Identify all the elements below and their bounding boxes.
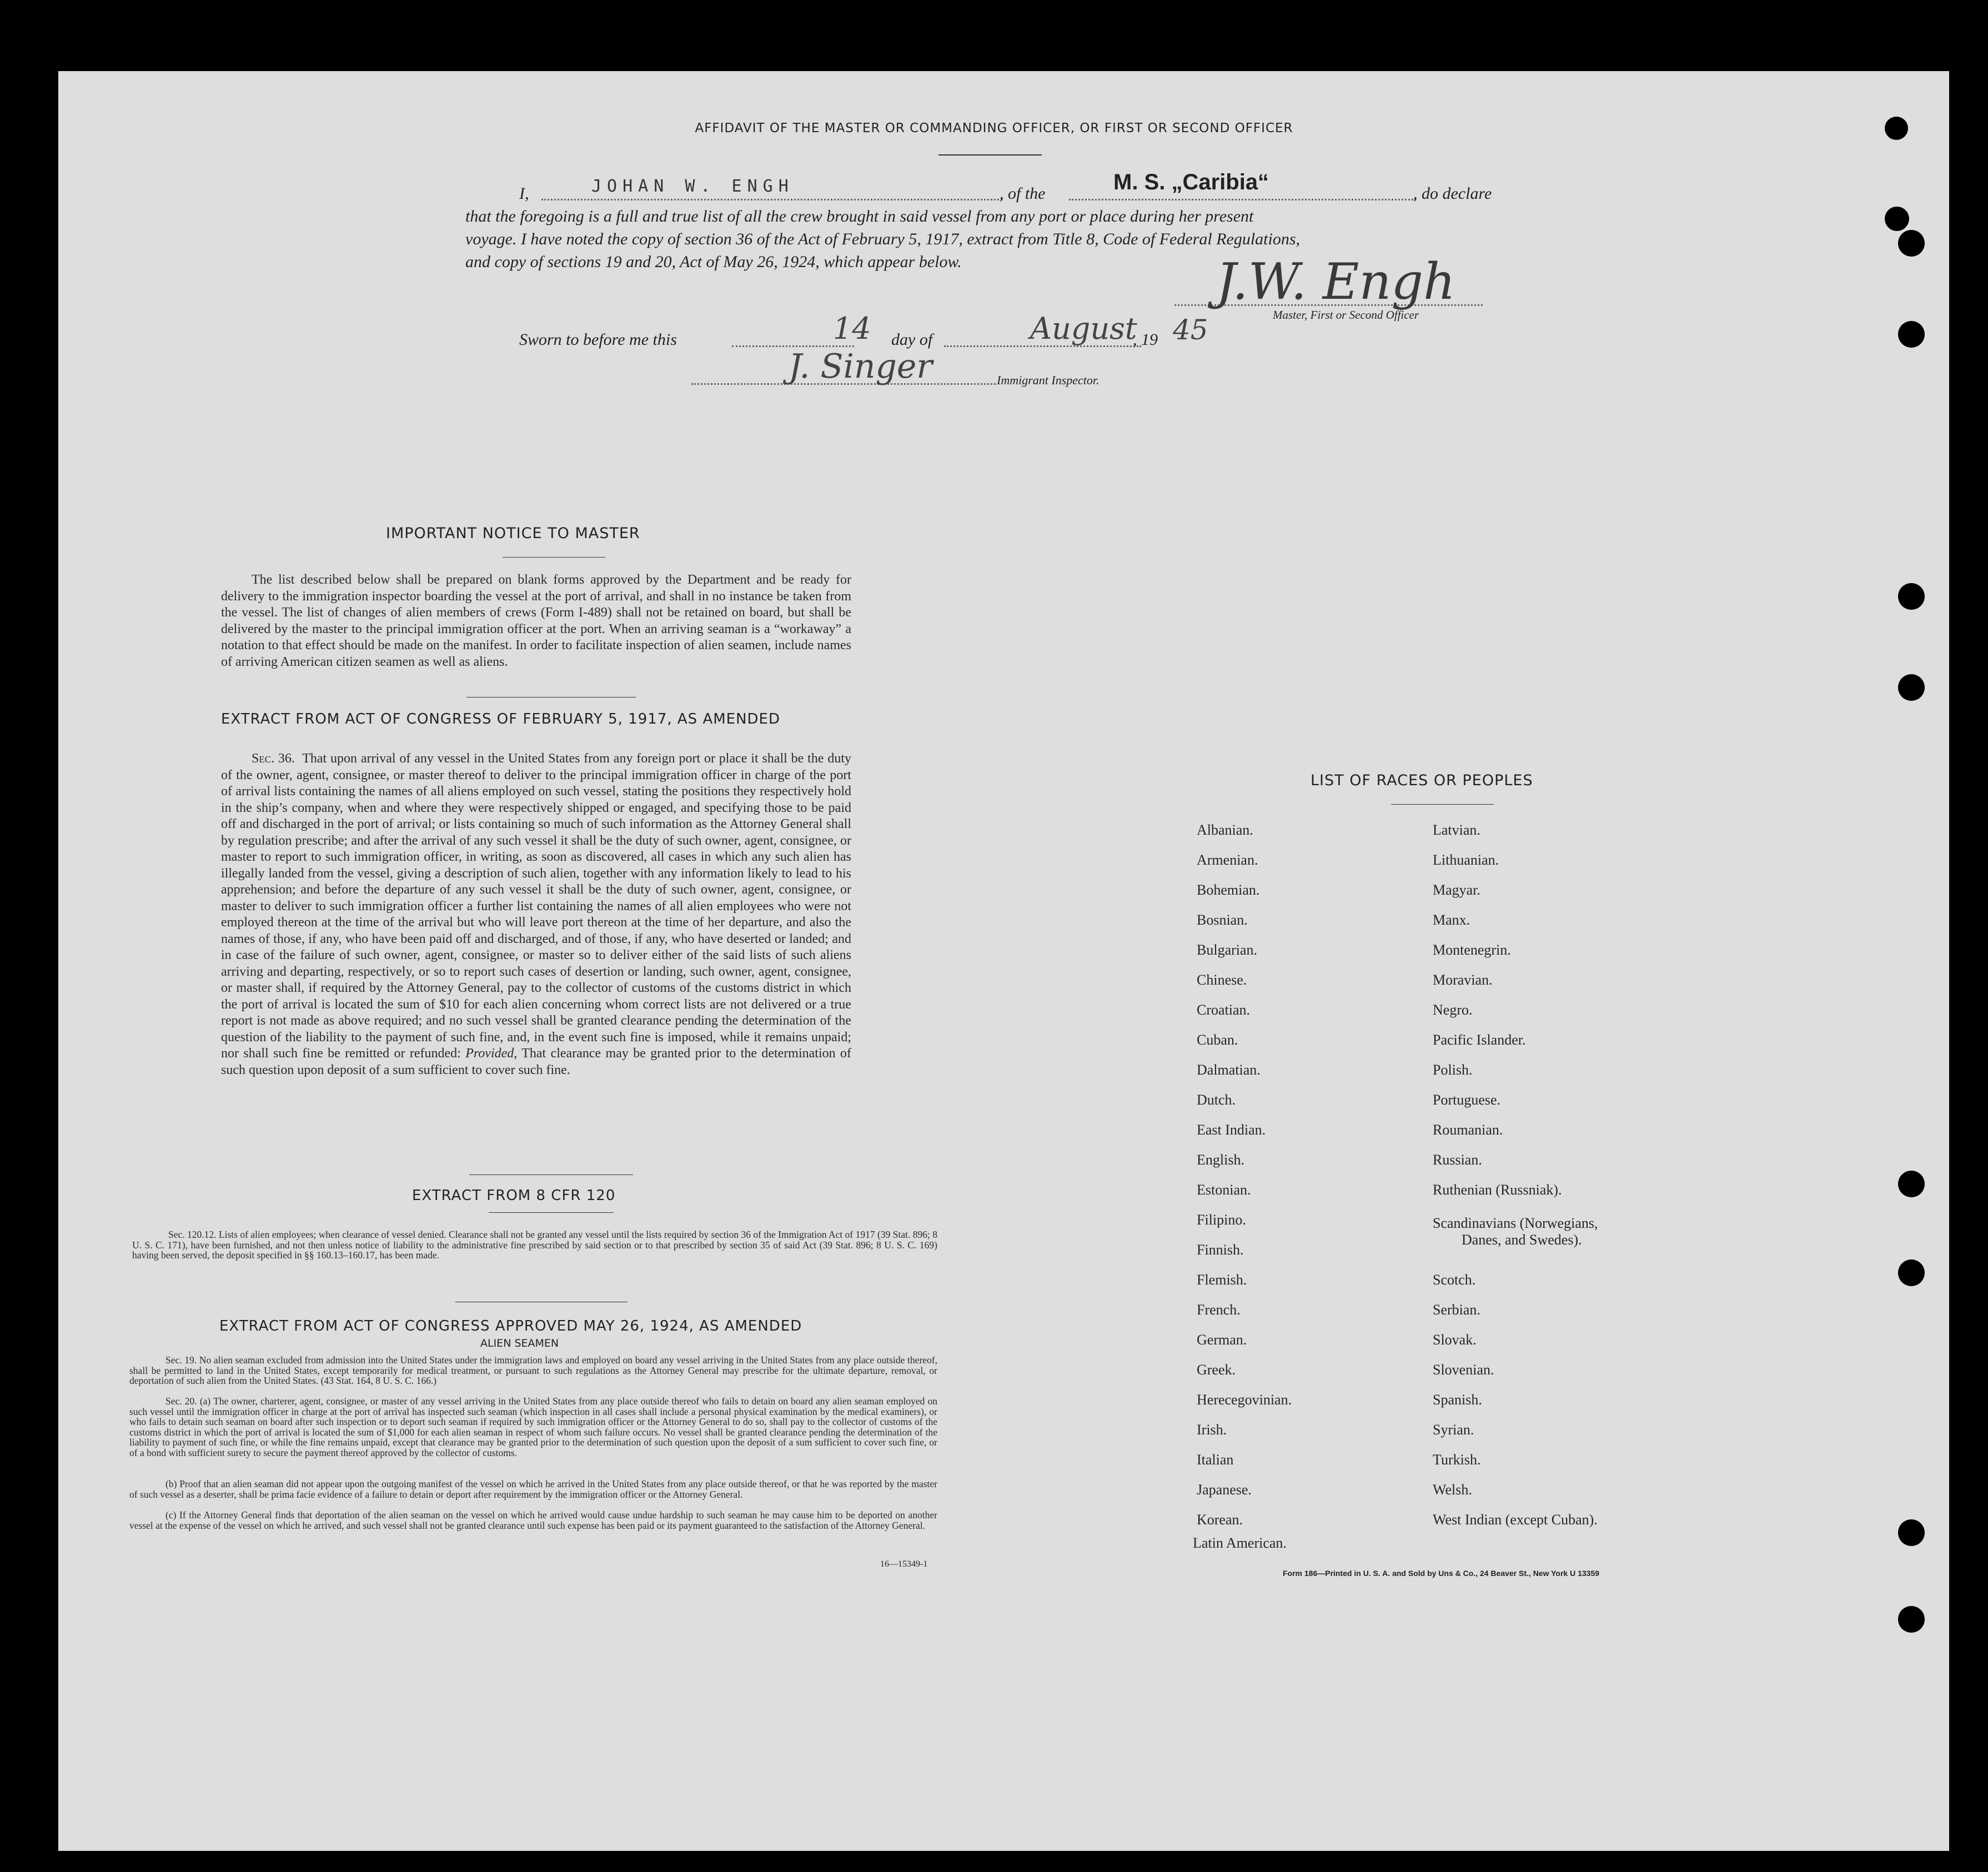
inspector-label: Immigrant Inspector. [997, 373, 1100, 387]
sec-20b-text: (b) Proof that an alien seaman did not appear upon the outgoing manifest of the vessel on which he arrived in the United States from any place outside thereof, or that he was reported by the master of such vessel as a deserter, shall be prima facie evidence of a failure to detain or deport after requirement by the immigration officer or the Attorney General. [129, 1478, 937, 1500]
form-code: 16—15349-1 [880, 1559, 928, 1569]
race-item: Turkish. [1433, 1452, 1481, 1468]
title-rule [938, 154, 1042, 155]
notice-rule [503, 557, 605, 558]
vessel-name: M. S. „Caribia“ [1113, 170, 1269, 194]
sworn-month: August [1030, 311, 1137, 346]
race-item: Italian [1197, 1452, 1234, 1468]
sworn-year: 45 [1173, 314, 1208, 346]
race-item: Ruthenian (Russniak). [1433, 1182, 1562, 1198]
race-item: Serbian. [1433, 1302, 1480, 1318]
race-item: Finnish. [1197, 1242, 1244, 1258]
section-36-label: Sec. 36. [252, 751, 295, 766]
race-item: Polish. [1433, 1062, 1473, 1078]
extract-1917-title: EXTRACT FROM ACT OF CONGRESS OF FEBRUARY 5, 1917, AS AMENDED [221, 711, 781, 727]
race-item: Slovenian. [1433, 1362, 1494, 1378]
race-item: Armenian. [1197, 852, 1258, 868]
affidavit-line-2: voyage. I have noted the copy of section 36 of the Act of February 5, 1917, extract from Title 8, Code of Federal Regulations, [465, 230, 1301, 248]
race-item: Estonian. [1197, 1182, 1251, 1198]
punch-hole [1885, 207, 1909, 231]
race-item: West Indian (except Cuban). [1433, 1512, 1598, 1528]
race-item: Russian. [1433, 1152, 1482, 1168]
notice-text: The list described below shall be prepared on blank forms approved by the Department and be ready for delivery to the immigration inspector boarding the vessel at the port of arrival, and shall in no instance be taken from the vessel. The list of changes of alien members of crews (Form I-489) shall not be retained on board, but shall be delivered by the master to the principal immigration officer at the port. When an arriving seaman is a “workaway” a notation to that effect should be made on the manifest. In order to facilitate inspection of alien seamen, include names of arriving American citizen seamen as well as aliens. [221, 573, 851, 669]
sec-19-text: Sec. 19. No alien seaman excluded from admission into the United States under the immigration laws and employed on board any vessel arriving in the United States from any place outside thereof, shall be permitted to land in the United States, except temporarily for medical treatment, or pursuant to such regulations as the Attorney General may prescribe for the ultimate departure, removal, or deportation of such alien from the United States. (43 Stat. 164, 8 U. S. C. 166.) [129, 1354, 937, 1387]
race-item: Greek. [1197, 1362, 1236, 1378]
cfr-title: EXTRACT FROM 8 CFR 120 [412, 1187, 616, 1204]
extract-1924-title: EXTRACT FROM ACT OF CONGRESS APPROVED MAY 26, 1924, AS AMENDED [219, 1318, 802, 1334]
race-item: Flemish. [1197, 1272, 1247, 1288]
race-item: Bosnian. [1197, 912, 1248, 928]
race-item: Manx. [1433, 912, 1470, 928]
sworn-day: 14 [833, 311, 871, 346]
race-item: Croatian. [1197, 1002, 1251, 1018]
punch-hole [1898, 1606, 1925, 1633]
signer-label: Master, First or Second Officer [1273, 308, 1419, 322]
race-item: Moravian. [1433, 972, 1493, 988]
punch-hole [1898, 230, 1925, 257]
race-item: Portuguese. [1433, 1092, 1501, 1108]
punch-hole [1898, 674, 1925, 701]
section-36-end: That clearance may be granted prior to the determination of such question upon deposit of a sum sufficient to cover such fine. [221, 1046, 852, 1077]
inspector-signature: J. Singer [789, 347, 933, 386]
do-declare-label: , do declare [1413, 184, 1492, 203]
race-item: Dalmatian. [1197, 1062, 1261, 1078]
alien-seamen-subtitle: ALIEN SEAMEN [480, 1337, 559, 1349]
race-item: Slovak. [1433, 1332, 1477, 1348]
race-item: Montenegrin. [1433, 942, 1511, 958]
race-item: Scandinavians (Norwegians, [1433, 1215, 1598, 1231]
race-item: English. [1197, 1152, 1244, 1168]
race-item: Roumanian. [1433, 1122, 1503, 1138]
race-item: Spanish. [1433, 1392, 1482, 1408]
name-line [541, 199, 1002, 200]
race-item: Filipino. [1197, 1212, 1246, 1228]
extract-1917-text [221, 751, 851, 1078]
vessel-line [1069, 199, 1416, 200]
affidavit-title: AFFIDAVIT OF THE MASTER OR COMMANDING OFFICER, OR FIRST OR SECOND OFFICER [695, 121, 1293, 135]
affidavit-line-1: that the foregoing is a full and true list of all the crew brought in said vessel from any port or place during her present [465, 207, 1254, 225]
sec-20c-text: (c) If the Attorney General finds that deportation of the alien seaman on the vessel on which he arrived would cause undue hardship to such seaman he may cause him to be deported on another vessel at the expense of the vessel on which he arrived, and such vessel shall not be granted clearance until such expense has been paid or its payment guaranteed to the satisfaction of the Attorney General. [129, 1509, 937, 1531]
race-item: Negro. [1433, 1002, 1473, 1018]
year-prefix: , 19 [1133, 330, 1158, 349]
race-item: Lithuanian. [1433, 852, 1499, 868]
race-item: Danes, and Swedes). [1462, 1232, 1582, 1248]
races-title: LIST OF RACES OR PEOPLES [1311, 772, 1533, 789]
races-rule [1391, 804, 1494, 805]
race-item: Irish. [1197, 1422, 1227, 1438]
race-item: Pacific Islander. [1433, 1032, 1526, 1048]
race-item: Latin American. [1193, 1535, 1287, 1551]
cfr-rule [489, 1212, 614, 1213]
race-item: Bohemian. [1197, 882, 1260, 898]
race-item: East Indian. [1197, 1122, 1266, 1138]
section-36-body: That upon arrival of any vessel in the United States from any foreign port or place it shall be the duty of the owner, agent, consignee, or master thereof to deliver to the principal immigration officer in charge of the port of arrival lists containing the names of all aliens employed on such vessel, stating the positions they respectively hold in the ship’s company, when and where they were respectively shipped or engaged, and specifying those to be paid off and discharged in the port of arrival; or lists containing so much of such information as the Attorney General shall by regulation prescribe; and after the arrival of any such vessel it shall be the duty of such owner, agent, consignee, or master to report to such immigration officer, in writing, as soon as discovered, all cases in which any such alien has illegally landed from the vessel, giving a description of such alien, together with any information likely to lead to his apprehension; and before the departure of any such vessel it shall be the duty of such owner, agent, consignee, or master to deliver to such immigration officer a further list containing the names of all alien employees who were not employed thereon at the time of the arrival but who will leave port thereon at the time of her departure, and also the names of those, if any, who have been paid off and discharged, and of those, if any, who have deserted or landed; and in case of the failure of such owner, agent, consignee, or master so to deliver either of the said lists of such aliens arriving and departing, respectively, or so to report such cases of desertion or landing, such owner, agent, consignee, or master shall, if required by the Attorney General, pay to the collector of customs of the customs district in which the port of arrival is located the sum of $10 for each alien concerning whom correct lists are not delivered or a true report is not made as above required; and no such vessel shall be granted clearance pending the determination of the question of the liability to the payment of such fine, and, in the event such fine is imposed, while it remains unpaid; nor shall such fine be remitted or refunded: [221, 751, 852, 1061]
pronoun-label: I, [519, 184, 529, 203]
affidavit-line-3: and copy of sections 19 and 20, Act of May 26, 1924, which appear below. [465, 253, 962, 271]
sworn-prefix: Sworn to before me this [519, 330, 677, 349]
notice-title: IMPORTANT NOTICE TO MASTER [386, 525, 640, 542]
race-item: Welsh. [1433, 1482, 1472, 1498]
punch-hole [1898, 583, 1925, 610]
race-item: Bulgarian. [1197, 942, 1258, 958]
race-item: Albanian. [1197, 822, 1253, 838]
race-item: Magyar. [1433, 882, 1480, 898]
cfr-text: Sec. 120.12. Lists of alien employees; when clearance of vessel denied. Clearance shall not be granted any vessel until the lists required by section 36 of the Immigration Act of 1917 (39 Stat. 896; 8 U. S. C. 171), have been furnished, and not then unless notice of liability to the administrative fine prescribed by said section or to that prescribed by section 35 of said Act (39 Stat. 896; 8 U. S. C. 169) having been served, the deposit specified in §§ 160.13–160.17, has been made. [132, 1229, 937, 1261]
race-item: Syrian. [1433, 1422, 1474, 1438]
form-footer: Form 186—Printed in U. S. A. and Sold by Uns & Co., 24 Beaver St., New York U 13359 [1283, 1569, 1600, 1578]
race-item: Cuban. [1197, 1032, 1238, 1048]
race-item: Dutch. [1197, 1092, 1236, 1108]
punch-hole [1898, 321, 1925, 348]
race-item: French. [1197, 1302, 1241, 1318]
race-item: German. [1197, 1332, 1247, 1348]
master-name: JOHAN W. ENGH [591, 177, 794, 196]
punch-hole [1898, 1519, 1925, 1546]
day-of-label: day of [891, 330, 933, 349]
provided-label: Provided, [465, 1046, 518, 1061]
race-item: Herecegovinian. [1197, 1392, 1292, 1408]
race-item: Scotch. [1433, 1272, 1476, 1288]
race-item: Chinese. [1197, 972, 1247, 988]
race-item: Latvian. [1433, 822, 1480, 838]
race-item: Korean. [1197, 1512, 1243, 1528]
sec-20a-text: Sec. 20. (a) The owner, charterer, agent, consignee, or master of any vessel arriving in the United States from any place outside thereof who fails to detain on board any alien seaman employed on such vessel until the immigration officer in charge at the port of arrival has inspected such seaman (which inspection in all cases shall include a personal physical examination by the medical examiners), or who fails to detain such seaman on board after such inspection or to deport such seaman if required by such immigration officer or the Attorney General to do so, shall pay to the collector of customs of the customs district in which the port of arrival is located the sum of $1,000 for each alien seaman in respect of whom such failure occurs. No vessel shall be granted clearance pending the determination of the liability to payment of such fine, or while the fine remains unpaid, except that clearance may be granted prior to the determination of such question upon the deposit of a sum sufficient to cover such fine, or of a bond with sufficient surety to secure the payment thereof approved by the collector of customs. [129, 1396, 937, 1458]
race-item: Japanese. [1197, 1482, 1252, 1498]
master-signature: J.W. Engh [1216, 253, 1455, 311]
punch-hole [1898, 1171, 1925, 1197]
of-the-label: , of the [1000, 184, 1046, 203]
punch-hole [1898, 1259, 1925, 1286]
